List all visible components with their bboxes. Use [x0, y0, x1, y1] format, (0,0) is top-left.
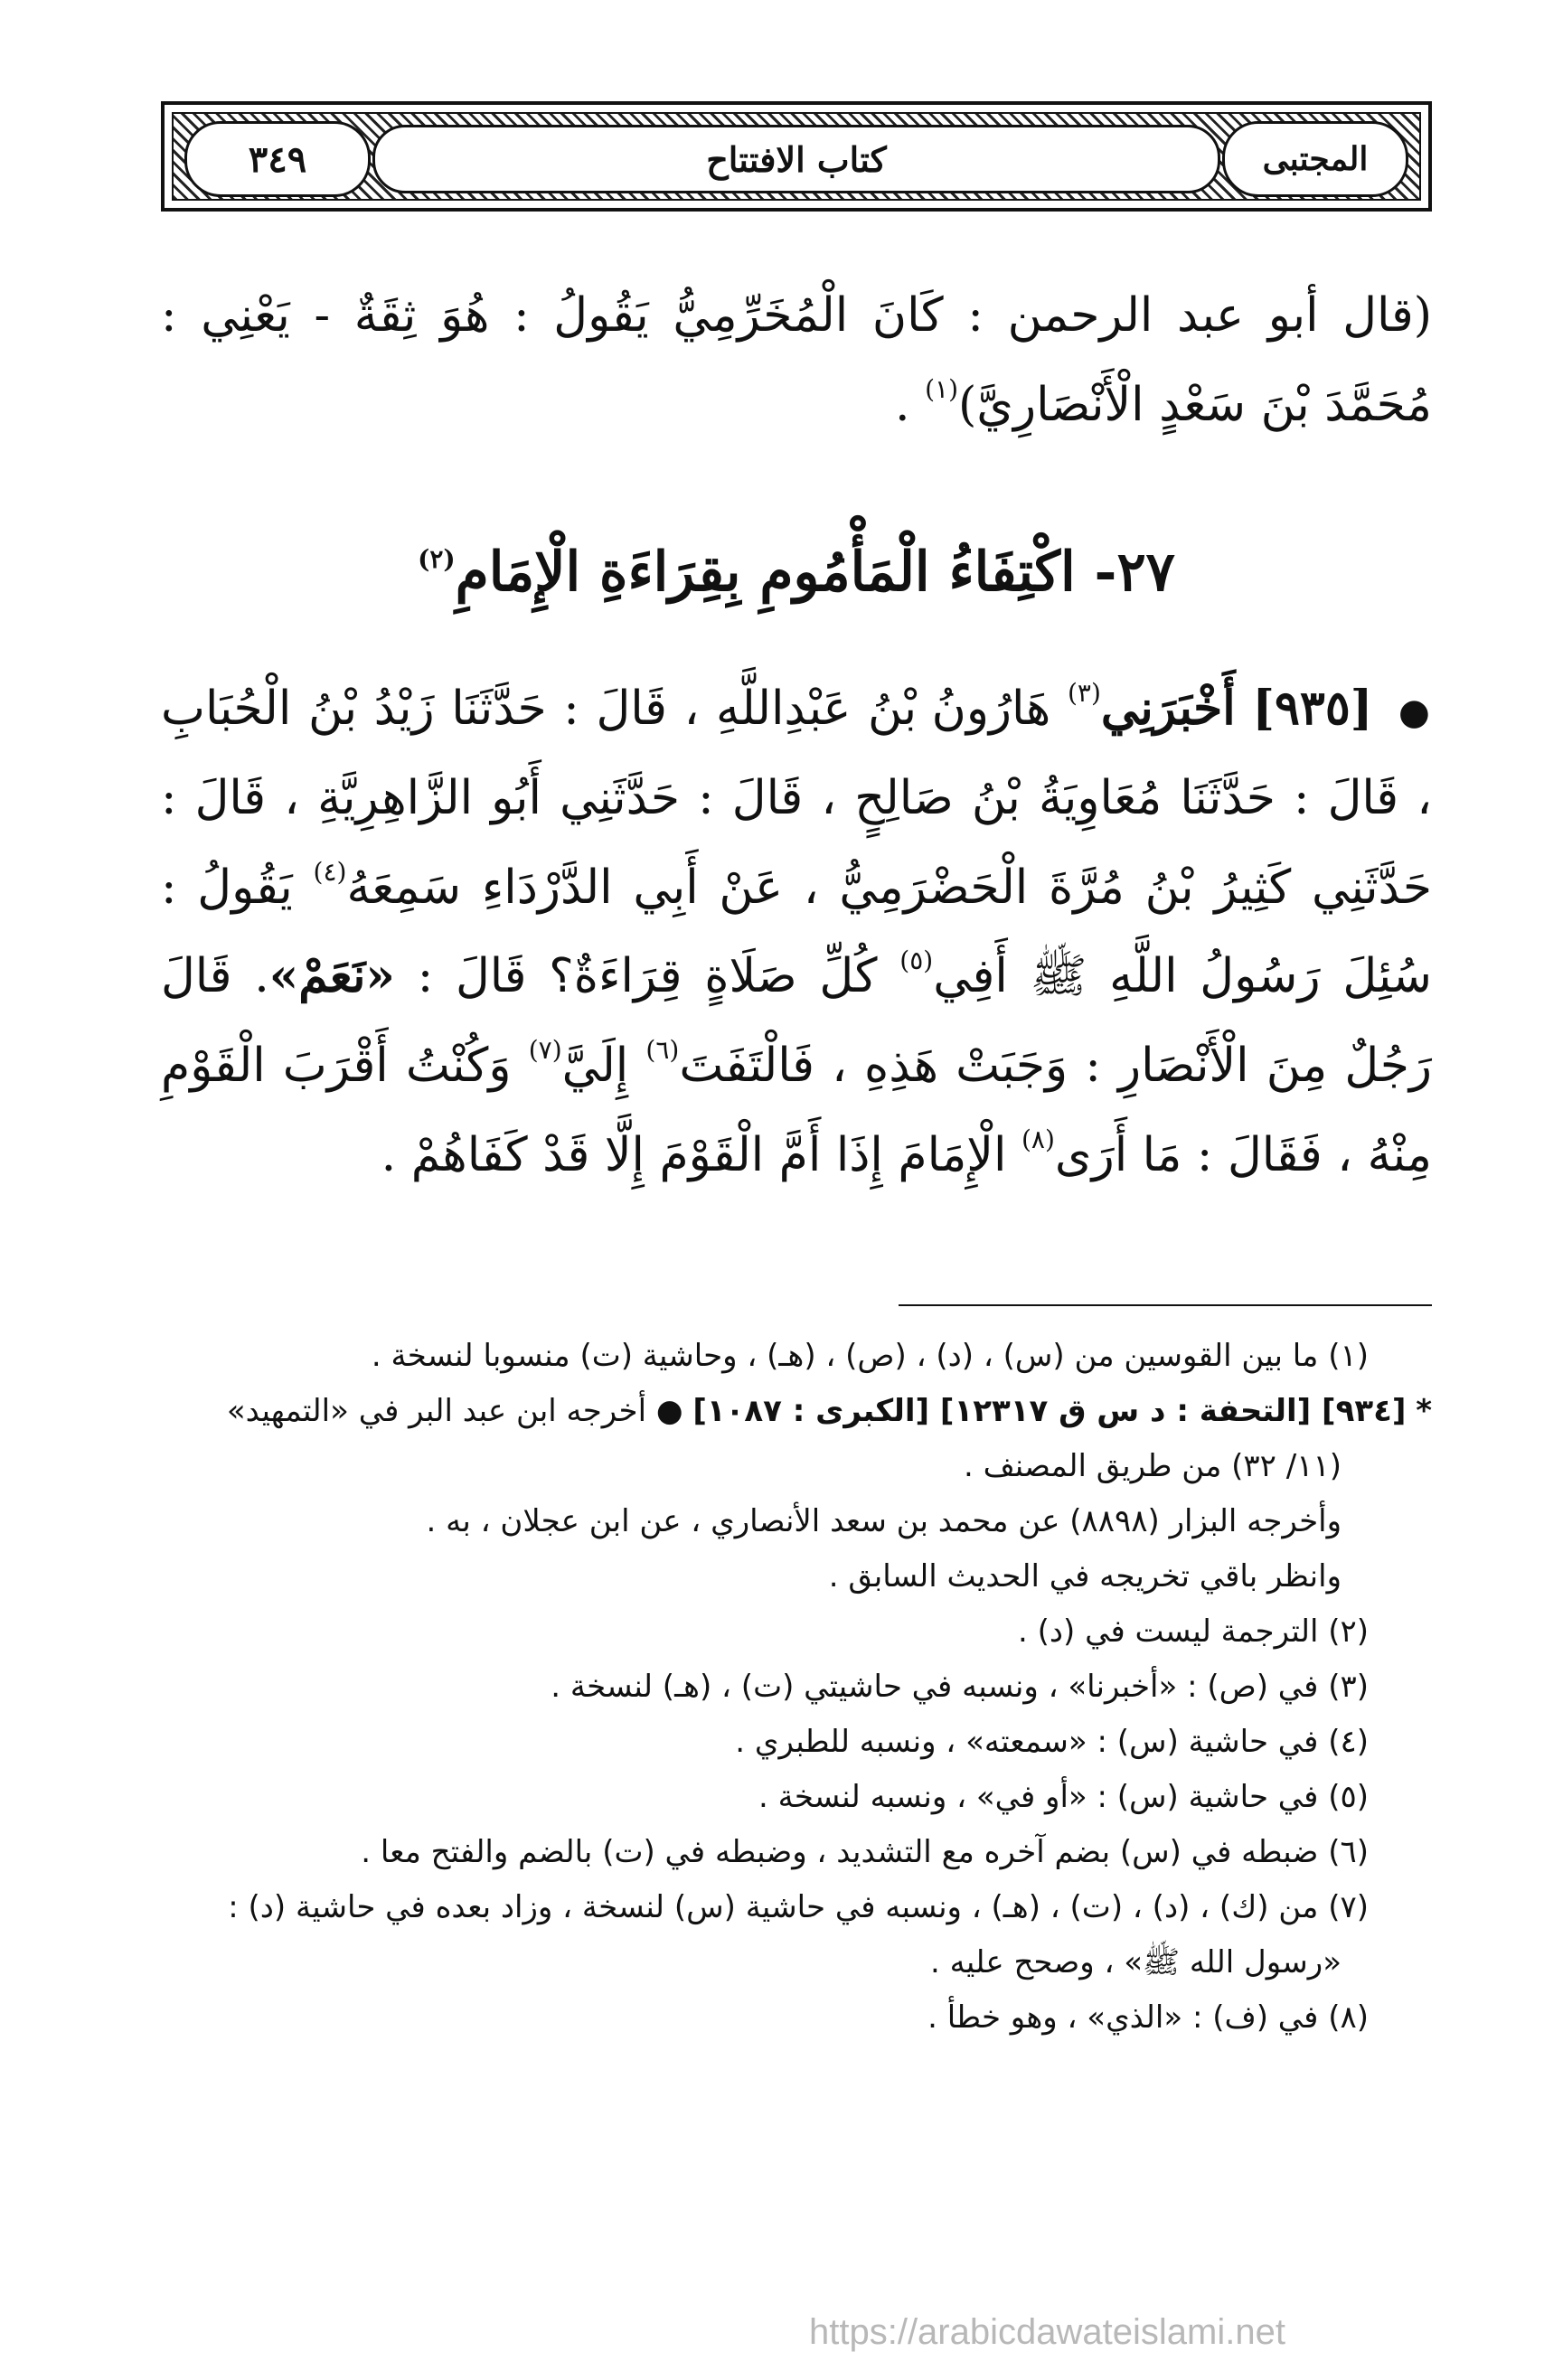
footnote-ref-2: (٢) — [418, 543, 456, 574]
hadith-text-3: يَقُولُ : سُئِلَ رَسُولُ اللَّهِ ﷺ أَفِي — [161, 860, 1433, 1004]
page-header — [161, 101, 1432, 212]
footnotes — [161, 1329, 1432, 2046]
footnote-separator — [899, 1304, 1432, 1306]
footnote-2: (٢) الترجمة ليست في (د) . — [1018, 1613, 1369, 1650]
footnote-ref-8: (٨) — [1021, 1124, 1055, 1154]
hadith-text-1: أَخْبَرَنِي — [1100, 681, 1236, 736]
bullet-icon: ● — [1398, 691, 1433, 733]
hadith-text-9: الْإِمَامَ إِذَا أَمَّ الْقَوْمَ إِلَّا قَدْ كَفَاهُمْ . — [381, 1127, 1007, 1182]
header-band — [372, 125, 1220, 193]
book-name: المجتبى — [1222, 121, 1408, 197]
intro-line-1: (قال أبو عبد الرحمن : كَانَ الْمُخَرِّمِيُّ يَقُولُ : هُوَ ثِقَةٌ - يَعْنِي : مُحَمَّدَ بْنَ سَعْدٍ — [161, 288, 1432, 432]
footnote-1: (١) ما بين القوسين من (س) ، (د) ، (ص) ، (هـ) ، وحاشية (ت) منسوبا لنسخة . — [371, 1338, 1369, 1374]
footnote-4: (٤) في حاشية (س) : «سمعته» ، ونسبه للطبري . — [735, 1724, 1369, 1760]
footnote-5: (٥) في حاشية (س) : «أو في» ، ونسبه لنسخة . — [758, 1779, 1369, 1815]
footnote-ref-3: (٣) — [1067, 677, 1101, 708]
takhrij-see-also: وانظر باقي تخريجه في الحديث السابق . — [828, 1558, 1342, 1595]
star-icon: * — [1416, 1393, 1432, 1429]
hadith-text-7: إِلَيَّ — [561, 1039, 629, 1094]
hadith-text-6: . قَالَ رَجُلٌ مِنَ الْأَنْصَارِ : وَجَبَتْ هَذِهِ ، فَالْتَفَتَ — [161, 949, 1433, 1094]
hadith-text-4: كُلِّ صَلَاةٍ قِرَاءَةٌ؟ قَالَ : — [417, 949, 878, 1004]
hadith-text-8: وَكُنْتُ أَقْرَبَ الْقَوْمِ مِنْهُ ، فَقَالَ : مَا أَرَى — [161, 1039, 1432, 1182]
chapter-heading — [161, 541, 1432, 604]
intro-line-2: الْأَنْصَارِيَّ) — [958, 377, 1144, 432]
takhrij-bazzar: وأخرجه البزار (٨٨٩٨) عن محمد بن سعد الأنصاري ، عن ابن عجلان ، به . — [426, 1503, 1342, 1539]
takhrij-line — [161, 1384, 1432, 1439]
hadith-text-2: هَارُونُ بْنُ عَبْدِاللَّهِ ، قَالَ : حَدَّثَنَا زَيْدُ بْنُ الْحُبَابِ ، قَالَ : حَدَّثَنَا مُعَاوِيَةُ بْنُ صَالِحٍ ، قَالَ : حَدَّثَنِي أَبُو الزَّاهِرِيَّةِ ، قَالَ : حَدَّثَنِي كَثِيرُ بْنُ مُرَّةَ الْحَضْرَمِيُّ ، عَنْ أَبِي الدَّرْدَاءِ سَمِعَهُ — [161, 682, 1432, 915]
dot-icon: ● — [655, 1393, 683, 1429]
intro-paragraph — [161, 271, 1432, 450]
intro-end: . — [895, 377, 926, 432]
footnote-6: (٦) ضبطه في (س) بضم آخره مع التشديد ، وضبطه في (ت) بالضم والفتح معا . — [361, 1834, 1369, 1870]
takhrij-text: أخرجه ابن عبد البر في «التمهيد» — [226, 1393, 647, 1429]
footnote-8: (٨) في (ف) : «الذي» ، وهو خطأ . — [927, 1999, 1369, 2036]
footnote-ref-7: (٧) — [528, 1035, 562, 1065]
section-title: كتاب الافتتاح — [706, 138, 887, 180]
hadith-paragraph — [161, 664, 1432, 1200]
hadith-number: [٩٣٥] — [1252, 681, 1373, 736]
footnote-3: (٣) في (ص) : «أخبرنا» ، ونسبه في حاشيتي (ت) ، (هـ) لنسخة . — [551, 1669, 1369, 1705]
takhrij-reference: [٩٣٤] [التحفة : د س ق ١٢٣١٧] [الكبرى : ١٠٨٧] — [692, 1393, 1407, 1429]
hadith-answer: «نَعَمْ» — [268, 948, 395, 1004]
footnote-ref-5: (٥) — [899, 945, 934, 976]
page-number: ٣٤٩ — [184, 121, 371, 197]
footnote-ref-4: (٤) — [313, 856, 347, 887]
takhrij-continuation: (١١/ ٣٢) من طريق المصنف . — [963, 1448, 1342, 1484]
chapter-title: ٢٧- اكْتِفَاءُ الْمَأْمُومِ بِقِرَاءَةِ الْإِمَامِ — [455, 541, 1175, 604]
footnote-ref-1: (١) — [925, 373, 958, 404]
footnote-7-continuation: «رسول الله ﷺ» ، وصحح عليه . — [930, 1944, 1342, 1980]
footnote-ref-6: (٦) — [645, 1035, 680, 1065]
footnote-7: (٧) من (ك) ، (د) ، (ت) ، (هـ) ، ونسبه في حاشية (س) لنسخة ، وزاد بعده في حاشية (د) : — [228, 1889, 1369, 1925]
watermark-url: https://arabicdawateislami.net — [809, 2312, 1285, 2352]
